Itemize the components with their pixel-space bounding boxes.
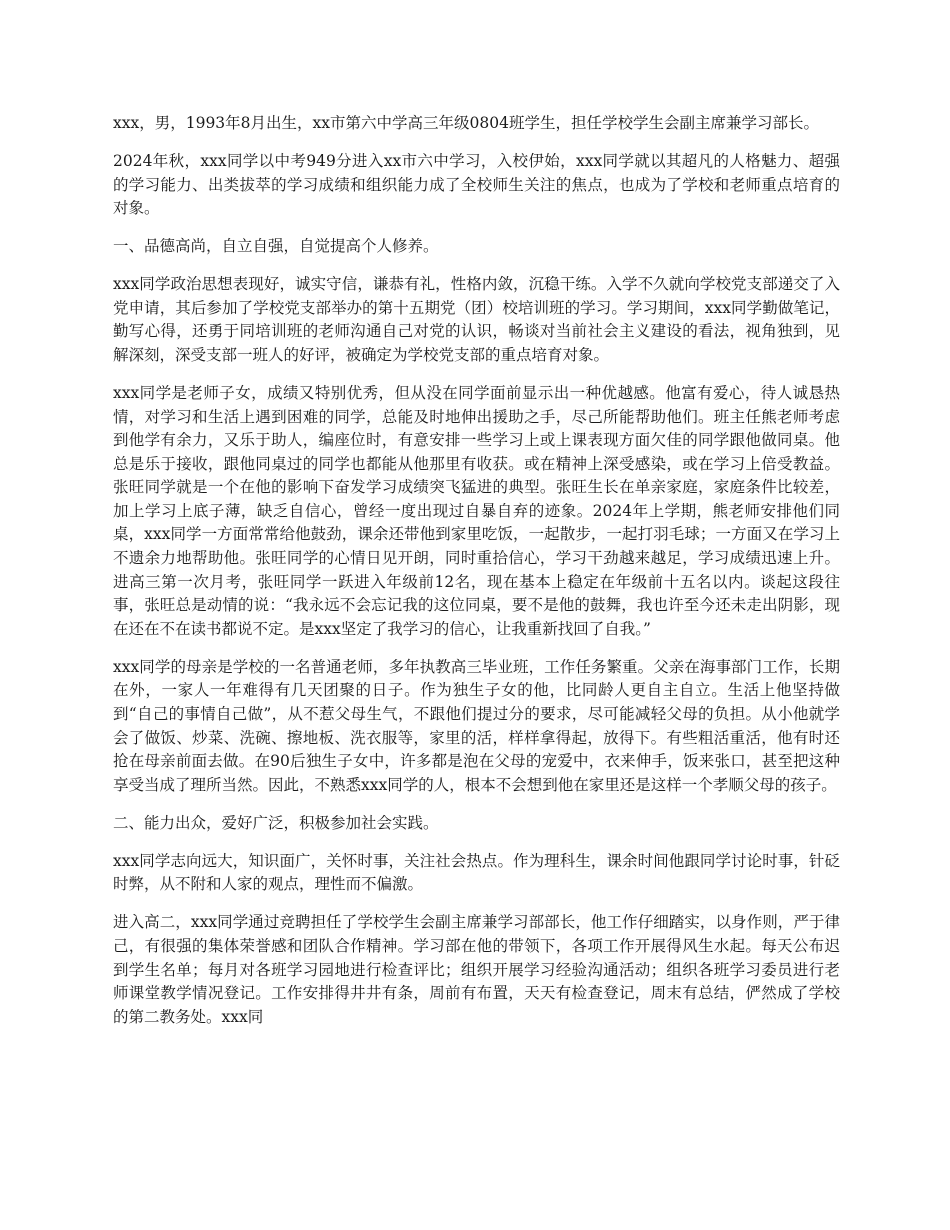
paragraph-enrollment: 2024年秋，xxx同学以中考949分进入xx市六中学习，入校伊始，xxx同学就以其超凡的人格魅力、超强的学习能力、出类拔萃的学习成绩和组织能力成了全校师生关注的焦点，也成为了学校和老师重点培育的对象。 bbox=[113, 151, 840, 218]
section-heading-ability: 二、能力出众，爱好广泛，积极参加社会实践。 bbox=[113, 813, 439, 832]
paragraph-ambition: xxx同学志向远大，知识面广，关怀时事，关注社会热点。作为理科生，课余时间他跟同学讨论时事，针砭时弊，从不附和人家的观点，理性而不偏激。 bbox=[113, 851, 840, 894]
paragraph-helping-classmates: xxx同学是老师子女，成绩又特别优秀，但从没在同学面前显示出一种优越感。他富有爱心，待人诚恳热情，对学习和生活上遇到困难的同学，总能及时地伸出援助之手，尽己所能帮助他们。班主任熊老师考虑到他学有余力，又乐于助人，编座位时，有意安排一些学习上或上课表现方面欠佳的同学跟他做同桌。他总是乐于接收，跟他同桌过的同学也都能从他那里有收获。或在精神上深受感染，或在学习上倍受教益。张旺同学就是一个在他的影响下奋发学习成绩突飞猛进的典型。张旺生长在单亲家庭，家庭条件比较差，加上学习上底子薄，缺乏自信心，曾经一度出现过自暴自弃的迹象。2024年上学期，熊老师安排他们同桌，xxx同学一方面常常给他鼓劲，课余还带他到家里吃饭，一起散步，一起打羽毛球；一方面又在学习上不遗余力地帮助他。张旺同学的心情日见开朗，同时重拾信心，学习干劲越来越足，学习成绩迅速上升。进高三第一次月考，张旺同学一跃进入年级前12名，现在基本上稳定在年级前十五名以内。谈起这段往事，张旺总是动情的说：“我永远不会忘记我的这位同桌，要不是他的鼓舞，我也许至今还未走出阴影，现在还在不在读书都说不定。是xxx坚定了我学习的信心，让我重新找回了自我。” bbox=[113, 383, 840, 638]
paragraph-family: xxx同学的母亲是学校的一名普通老师，多年执教高三毕业班，工作任务繁重。父亲在海事部门工作，长期在外，一家人一年难得有几天团聚的日子。作为独生子女的他，比同龄人更自主自立。生活上他坚持做到“自己的事情自己做”，从不惹父母生气，不跟他们提过分的要求，尽可能减轻父母的负担。从小他就学会了做饭、炒菜、洗碗、擦地板、洗衣服等，家里的活，样样拿得起，放得下。有些粗活重活，他有时还抢在母亲前面去做。在90后独生子女中，许多都是泡在父母的宠爱中，衣来伸手，饭来张口，甚至把这种享受当成了理所当然。因此，不熟悉xxx同学的人，根本不会想到他在家里还是这样一个孝顺父母的孩子。 bbox=[113, 657, 840, 794]
section-heading-character: 一、品德高尚，自立自强，自觉提高个人修养。 bbox=[113, 237, 439, 256]
paragraph-student-council: 进入高二，xxx同学通过竞聘担任了学校学生会副主席兼学习部部长，他工作仔细踏实，以身作则，严于律己，有很强的集体荣誉感和团队合作精神。学习部在他的带领下，各项工作开展得风生水起。每天公布迟到学生名单；每月对各班学习园地进行检查评比；组织开展学习经验沟通活动；组织各班学习委员进行老师课堂教学情况登记。工作安排得井井有条，周前有布置，天天有检查登记，周末有总结，俨然成了学校的第二教务处。xxx同 bbox=[113, 913, 840, 1026]
paragraph-political: xxx同学政治思想表现好，诚实守信，谦恭有礼，性格内敛，沉稳干练。入学不久就向学校党支部递交了入党申请，其后参加了学校党支部举办的第十五期党（团）校培训班的学习。学习期间，xxx同学勤做笔记，勤写心得，还勇于同培训班的老师沟通自己对党的认识，畅谈对当前社会主义建设的看法，视角独到，见解深刻，深受支部一班人的好评，被确定为学校党支部的重点培育对象。 bbox=[113, 275, 840, 364]
document-body bbox=[113, 112, 840, 1044]
paragraph-intro: xxx，男，1993年8月出生，xx市第六中学高三年级0804班学生，担任学校学生会副主席兼学习部长。 bbox=[113, 114, 819, 132]
